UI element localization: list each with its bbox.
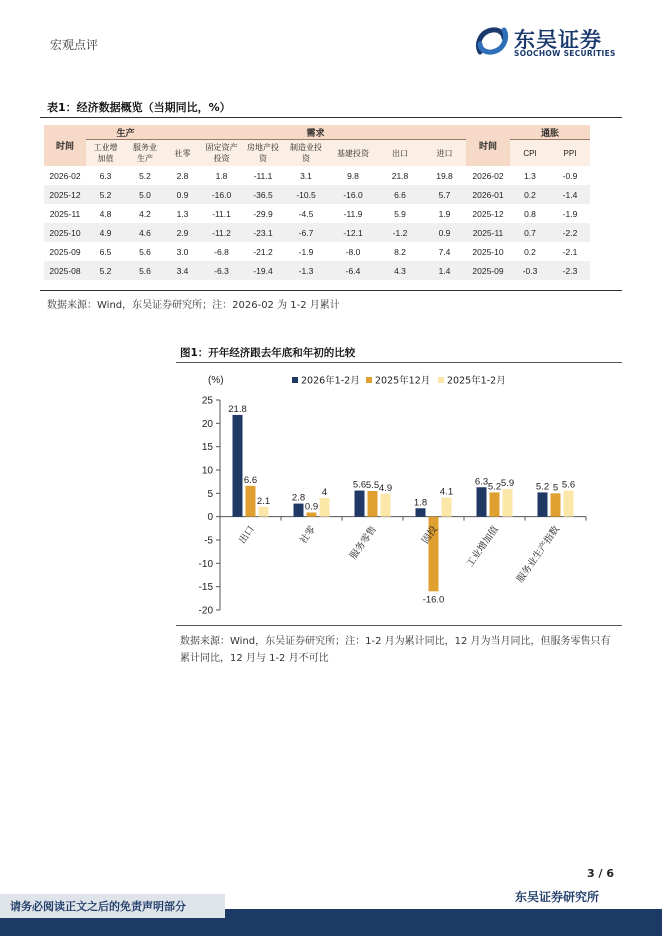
table-cell-infra: -6.4 [329, 261, 377, 280]
table-cell-t2: 2025-11 [466, 223, 510, 242]
y-tick-label: 10 [201, 465, 213, 477]
table-cell-fai: 1.8 [215, 170, 228, 181]
table-cell-exp: 8.2 [394, 246, 406, 257]
category-label: 服务零售 [348, 524, 379, 562]
y-axis-label: (%) [208, 375, 224, 386]
figure-title: 图1：开年经济跟去年底和年初的比较 [180, 347, 356, 359]
table-cell-mfg: -6.7 [283, 223, 329, 242]
bar-3-4 [442, 498, 452, 517]
time-header: 时间 [44, 125, 86, 166]
data-label: 4.9 [378, 482, 393, 494]
table-cell-imp: 7.4 [438, 246, 451, 257]
table-cell-mfg: 3.1 [300, 170, 312, 181]
page-number: 3 / 6 [587, 867, 614, 880]
col-header: 基建投资 [329, 140, 377, 167]
data-label: 6.6 [243, 474, 258, 486]
col-header: 服务业生产 [125, 140, 165, 167]
bar-3-6 [564, 491, 574, 517]
bar-3-1 [259, 507, 269, 517]
category-label: 出口 [237, 524, 257, 546]
table-cell-retail: 3.0 [176, 246, 189, 257]
data-label: 1.8 [413, 497, 428, 509]
table-cell-imp: 19.8 [436, 170, 453, 181]
col-header: 房地产投资 [243, 140, 283, 167]
table-cell-fai: -11.2 [200, 223, 243, 242]
table-cell-t1: 2025-09 [49, 246, 81, 257]
bar-2-3 [368, 491, 378, 517]
table-cell-ind: 5.2 [86, 261, 125, 280]
bar-3-3 [381, 494, 391, 517]
col-header: 出口 [377, 140, 423, 167]
legend-swatch [292, 377, 298, 383]
bar-1-5 [477, 487, 487, 516]
bar-1-2 [294, 504, 304, 517]
table-cell-t1: 2025-10 [44, 223, 86, 242]
table-cell-exp: -1.2 [377, 223, 423, 242]
table-cell-cpi: 0.8 [524, 208, 536, 219]
table-cell-infra: -8.0 [345, 246, 361, 257]
col-header: 固定资产投资 [200, 140, 243, 167]
table-cell-t1: 2025-12 [44, 185, 86, 204]
data-label: -16.0 [422, 594, 445, 606]
table-cell-mfg: -10.5 [283, 185, 329, 204]
table-cell-ppi: -2.3 [550, 261, 590, 280]
y-tick-label: -5 [204, 535, 213, 547]
y-tick-label: 25 [201, 395, 213, 407]
table-cell-t1: 2025-08 [44, 261, 86, 280]
soochow-logo-icon [474, 24, 510, 58]
bar-3-5 [503, 489, 513, 517]
table-cell-fai: -6.8 [214, 246, 229, 257]
table-source-note: 数据来源：Wind，东吴证券研究所；注：2026-02 为 1-2 月累计 [47, 300, 340, 311]
data-label: 5.6 [561, 479, 576, 491]
category-label: 固投 [420, 524, 440, 546]
table-cell-svc: 5.2 [139, 170, 151, 181]
company-logo [474, 24, 614, 64]
bar-1-3 [355, 491, 365, 517]
table-cell-ppi: -1.9 [562, 208, 578, 219]
bar-2-6 [551, 493, 561, 516]
data-label: 5.2 [487, 481, 502, 493]
data-label: 4 [321, 487, 328, 498]
data-label: 5.2 [535, 481, 550, 493]
col-header: 进口 [423, 140, 466, 167]
table-cell-ind: 4.9 [86, 223, 125, 242]
table-cell-re: -36.5 [243, 185, 283, 204]
economic-data-table [44, 125, 590, 280]
table-cell-ppi: -2.1 [562, 246, 578, 257]
table-cell-exp: 5.9 [394, 208, 406, 219]
table-cell-imp: 0.9 [423, 223, 466, 242]
table-cell-fai: -6.3 [200, 261, 243, 280]
table-row [44, 261, 590, 280]
figure-bottom-rule [176, 625, 622, 626]
table-cell-fai: -11.1 [212, 208, 231, 219]
data-label: 2.8 [291, 492, 306, 504]
data-label: 6.3 [474, 476, 489, 488]
report-type-label: 宏观点评 [50, 38, 99, 52]
table-cell-svc: 5.6 [139, 246, 151, 257]
table-cell-exp: 21.8 [391, 170, 409, 181]
table-cell-mfg: -4.5 [298, 208, 314, 219]
table-row [44, 166, 590, 185]
table-cell-retail: 2.8 [176, 170, 189, 181]
table-bottom-rule [40, 290, 622, 291]
table-cell-re: -21.2 [253, 246, 273, 257]
table-cell-svc: 5.6 [125, 261, 165, 280]
group-demand: 需求 [165, 125, 466, 140]
category-label: 工业增加值 [464, 524, 501, 570]
table-cell-imp: 5.7 [423, 185, 466, 204]
bar-2-1 [246, 486, 256, 517]
logo-cn-text: 东吴证券 [514, 28, 602, 52]
table-cell-exp: 4.3 [377, 261, 423, 280]
data-label: 5.5 [365, 480, 380, 491]
col-header: PPI [550, 140, 590, 167]
table-cell-re: -19.4 [243, 261, 283, 280]
category-label: 社零 [298, 524, 318, 546]
table-cell-cpi: -0.3 [510, 261, 550, 280]
table-cell-exp: 6.6 [377, 185, 423, 204]
table-cell-t2: 2025-10 [472, 246, 504, 257]
bar-2-2 [307, 512, 317, 516]
footer-org-name: 东吴证券研究所 [515, 890, 600, 904]
legend-swatch [366, 377, 372, 383]
bar-1-6 [538, 492, 548, 516]
figure-source-note: 数据来源：Wind，东吴证券研究所；注：1-2 月为累计同比，12 月为当月同比，但服务零售只有累计同比，12 月与 1-2 月不可比 [180, 636, 611, 664]
data-label: 5 [552, 482, 559, 494]
table-cell-fai: -16.0 [200, 185, 243, 204]
table-cell-cpi: 1.3 [524, 170, 536, 181]
data-label: 5.6 [352, 479, 367, 491]
y-tick-label: -15 [198, 582, 213, 594]
disclaimer-text: 请务必阅读正文之后的免责声明部分 [10, 900, 186, 913]
legend-swatch [438, 377, 444, 383]
table-cell-t2: 2026-02 [472, 170, 504, 181]
figure-top-rule [176, 362, 622, 363]
table-cell-retail: 3.4 [165, 261, 200, 280]
data-label: 21.8 [228, 403, 247, 415]
table-cell-ppi: -2.2 [550, 223, 590, 242]
table-cell-ppi: -1.4 [550, 185, 590, 204]
table-cell-svc: 4.6 [125, 223, 165, 242]
table-cell-t1: 2025-11 [49, 208, 81, 219]
table-cell-t1: 2026-02 [49, 170, 81, 181]
y-tick-label: 0 [207, 512, 213, 524]
y-tick-label: 5 [207, 488, 213, 500]
table-cell-infra: 9.8 [347, 170, 359, 181]
table-cell-cpi: 0.2 [524, 246, 536, 257]
y-tick-label: -20 [198, 605, 213, 617]
table-cell-mfg: -1.9 [298, 246, 314, 257]
data-label: 0.9 [304, 501, 319, 513]
bar-1-1 [233, 415, 243, 517]
bar-2-5 [490, 492, 500, 516]
y-tick-label: 20 [201, 418, 213, 430]
table-cell-svc: 5.0 [125, 185, 165, 204]
bar-chart [176, 366, 622, 624]
table-cell-cpi: 0.2 [510, 185, 550, 204]
table-cell-t2: 2025-09 [466, 261, 510, 280]
y-tick-label: -10 [198, 558, 213, 570]
col-header: 社零 [165, 140, 200, 167]
legend-label: 2026年1-2月 [301, 375, 360, 387]
table-cell-retail: 2.9 [165, 223, 200, 242]
data-label: 2.1 [256, 495, 271, 507]
table-row [44, 204, 590, 223]
table-title: 表1：经济数据概览（当期同比，%） [47, 101, 231, 114]
table-cell-re: -11.1 [253, 170, 273, 181]
table-cell-retail: 0.9 [165, 185, 200, 204]
col-header: 制造业投资 [283, 140, 329, 167]
data-label: 5.9 [500, 478, 515, 490]
table-cell-infra: -16.0 [329, 185, 377, 204]
table-cell-imp: 1.4 [423, 261, 466, 280]
table-cell-t2: 2026-01 [466, 185, 510, 204]
col-header: CPI [510, 140, 550, 167]
table-cell-ind: 5.2 [86, 185, 125, 204]
table-top-rule [40, 117, 622, 118]
disclaimer-box [0, 894, 225, 918]
bar-1-4 [416, 508, 426, 516]
y-tick-label: 15 [201, 442, 213, 454]
table-row [44, 223, 590, 242]
table-cell-re: -29.9 [253, 208, 273, 219]
legend-label: 2025年12月 [375, 375, 431, 387]
category-label: 服务业生产指数 [514, 524, 562, 585]
table-cell-t2: 2025-12 [472, 208, 504, 219]
table-cell-svc: 4.2 [139, 208, 151, 219]
table-cell-ind: 6.5 [99, 246, 112, 257]
time-header-2: 时间 [466, 125, 510, 166]
table-row [44, 242, 590, 261]
data-label: 4.1 [439, 486, 454, 498]
legend-label: 2025年1-2月 [447, 375, 506, 387]
table-cell-infra: -12.1 [329, 223, 377, 242]
table-cell-cpi: 0.7 [510, 223, 550, 242]
group-inflation: 通胀 [510, 125, 590, 140]
bar-3-2 [320, 498, 330, 517]
table-cell-ppi: -0.9 [562, 170, 578, 181]
table-cell-ind: 6.3 [99, 170, 112, 181]
table-row [44, 185, 590, 204]
table-cell-mfg: -1.3 [283, 261, 329, 280]
logo-en-text: SOOCHOW SECURITIES [514, 49, 616, 58]
group-production: 生产 [86, 125, 165, 140]
table-cell-ind: 4.8 [99, 208, 112, 219]
table-cell-re: -23.1 [243, 223, 283, 242]
col-header: 工业增加值 [86, 140, 125, 167]
table-cell-imp: 1.9 [438, 208, 451, 219]
table-cell-infra: -11.9 [343, 208, 363, 219]
table-cell-retail: 1.3 [176, 208, 189, 219]
